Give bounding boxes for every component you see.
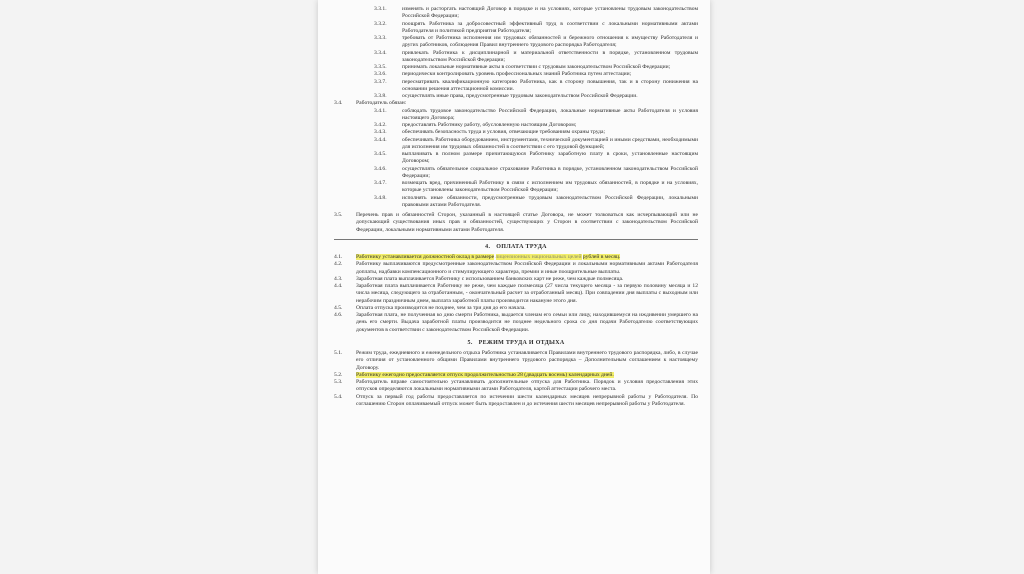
clause-3-5: 3.5. Перечень прав и обязанностей Сторон, указанный в настоящей статье Договора, не может толковаться как исчерпывающий или не допускающий существования иных прав и обязанностей, существующих у Сторон в соответствии с законодательством Российской Федерации, локальными нормативными актами Работодателя.	[334, 212, 698, 233]
clause-5-2: 5.2. Работнику ежегодно предоставляется отпуск продолжительностью 28 (двадцать восемь) календарных дней.	[334, 371, 614, 378]
highlighted-text: рублей в месяц.	[582, 254, 621, 260]
list-item: 3.4.3. обеспечивать безопасность труда и условия, отвечающие требованиям охраны труда;	[374, 129, 606, 136]
list-item: 3.4.7. возмещать вред, причиненный Работнику в связи с исполнением им трудовых обязанностей, в порядке и на условиях, которые установлены законодательством Российской Федерации;	[374, 180, 698, 194]
salary-amount: лицензионных национальных целей	[495, 254, 582, 260]
list-item: 4.6. Заработная плата, не полученная ко дню смерти Работника, выдается членам его семьи или лицу, находившемуся на иждивении умершего на день его смерти. Выдача заработной платы производится не позднее недельного срока со дня подачи Работодателю соответствующих документов в соответствии с законодательством Российской Федерации.	[334, 312, 698, 333]
list-item: 3.3.2. поощрять Работника за добросовестный эффективный труд в соответствии с локальными нормативными актами Работодателя и политикой предприятия Работодателя;	[374, 20, 698, 34]
list-item: 3.3.4. привлекать Работника к дисциплинарной и материальной ответственности в порядке, установленном трудовым законодательством Российской Федерации;	[374, 49, 698, 63]
list-item: 4.4. Заработная плата выплачивается Работнику не реже, чем каждые полмесяца (27 числа текущего месяца - за первую половину месяца и 12 числа месяца, следующего за отработанным, - окончательный расчет за отработанный месяц). При совпадении дня выплаты с выходным или нерабочим праздничным днем, выплата заработной платы производится накануне этого дня.	[334, 283, 698, 304]
section-heading-payment: 4. ОПЛАТА ТРУДА	[485, 243, 547, 250]
list-item: 3.3.5. принимать локальные нормативные акты в соответствии с трудовым законодательством Российской Федерации;	[374, 64, 671, 70]
list-item: 3.4.4. обеспечивать Работника оборудованием, инструментами, технической документацией и иными средствами, необходимыми для исполнения им трудовых обязанностей в соответствии с его трудовой функцией;	[374, 136, 698, 150]
list-item: 3.4.1. соблюдать трудовое законодательство Российской Федерации, локальные нормативные акты Работодателя и условия настоящего Договора;	[374, 107, 698, 121]
employer-duties-list	[334, 108, 698, 210]
list-item: 3.4.6. осуществлять обязательное социальное страхование Работника в порядке, установленном законодательством Российской Федерации;	[374, 165, 698, 179]
employer-rights-list	[334, 6, 698, 100]
clause-5-1: 5.1. Режим труда, ежедневного и еженедельного отдыха Работника устанавливается Правилами внутреннего трудового распорядка, либо, в случае его отличия от установленного общими Правилами внутреннего трудового распорядка – Дополнительным соглашением к настоящему Договору.	[334, 350, 698, 371]
list-item: 3.3.3. требовать от Работника исполнения им трудовых обязанностей и бережного отношения к имуществу Работодателя и других работников, соблюдения Правил внутреннего трудового распорядка Работодателя;	[374, 35, 698, 49]
list-item: 5.3. Работодатель вправе самостоятельно устанавливать дополнительные отпуска для Работника. Порядок и условия предоставления этих отпусков определяются локальными нормативными актами Работодателя, картой аттестации рабочего места.	[334, 379, 698, 393]
list-item: 5.4. Отпуск за первый год работы предоставляется по истечении шести календарных месяцев непрерывной работы у Работодателя. По соглашению Сторон оплачиваемый отпуск может быть предоставлен и до истечения шести месяцев непрерывной работы у Работодателя.	[334, 393, 698, 407]
list-item: 3.3.6. периодически контролировать уровень профессиональных знаний Работника путем аттестации;	[374, 71, 632, 78]
document-page	[318, 0, 710, 574]
clause-3-4: 3.4. Работодатель обязан:	[334, 100, 407, 107]
clause-4-1: 4.1. Работнику устанавливается должностной оклад в размере лицензионных национальных целей рублей в месяц.	[334, 254, 621, 260]
list-item: 4.5. Оплата отпуска производится не позднее, чем за три дня до его начала.	[334, 304, 526, 311]
list-item: 3.4.2. предоставлять Работнику работу, обусловленную настоящим Договором;	[374, 122, 577, 128]
section-divider	[334, 239, 698, 240]
list-item: 3.4.5. выплачивать в полном размере причитающуюся Работнику заработную плату в сроки, установленные настоящим Договором;	[374, 151, 698, 165]
list-item: 4.2. Работнику выплачиваются предусмотренные законодательством Российской Федерации и локальными нормативными актами Работодателя доплаты, надбавки компенсационного и стимулирующего характера, премии и иные поощрительные выплаты.	[334, 261, 698, 275]
list-item: 3.4.8. исполнять иные обязанности, предусмотренные трудовым законодательством Российской Федерации, локальными правовыми актами Работодателя.	[374, 194, 698, 208]
section-heading-work-rest: 5. РЕЖИМ ТРУДА И ОТДЫХА	[467, 339, 565, 346]
highlighted-text: Работнику ежегодно предоставляется отпуск продолжительностью 28 (двадцать восемь) календарных дней.	[356, 371, 614, 378]
list-item: 4.3. Заработная плата выплачивается Работнику с использованием банковских карт не реже, чем каждые полмесяца.	[334, 275, 624, 282]
document-body	[334, 6, 698, 408]
list-item: 3.3.8. осуществлять иные права, предусмотренные трудовым законодательством Российской Федерации.	[374, 93, 638, 99]
list-item: 3.3.1. изменять и расторгать настоящий Договор в порядке и на условиях, которые установлены трудовым законодательством Российской Федерации;	[374, 6, 698, 20]
list-item: 3.3.7. пересматривать квалификационную категорию Работника, как в сторону повышения, так и в сторону понижения на основании решения аттестационной комиссии.	[374, 78, 698, 92]
highlighted-text: Работнику устанавливается должностной оклад в размере	[356, 254, 495, 260]
